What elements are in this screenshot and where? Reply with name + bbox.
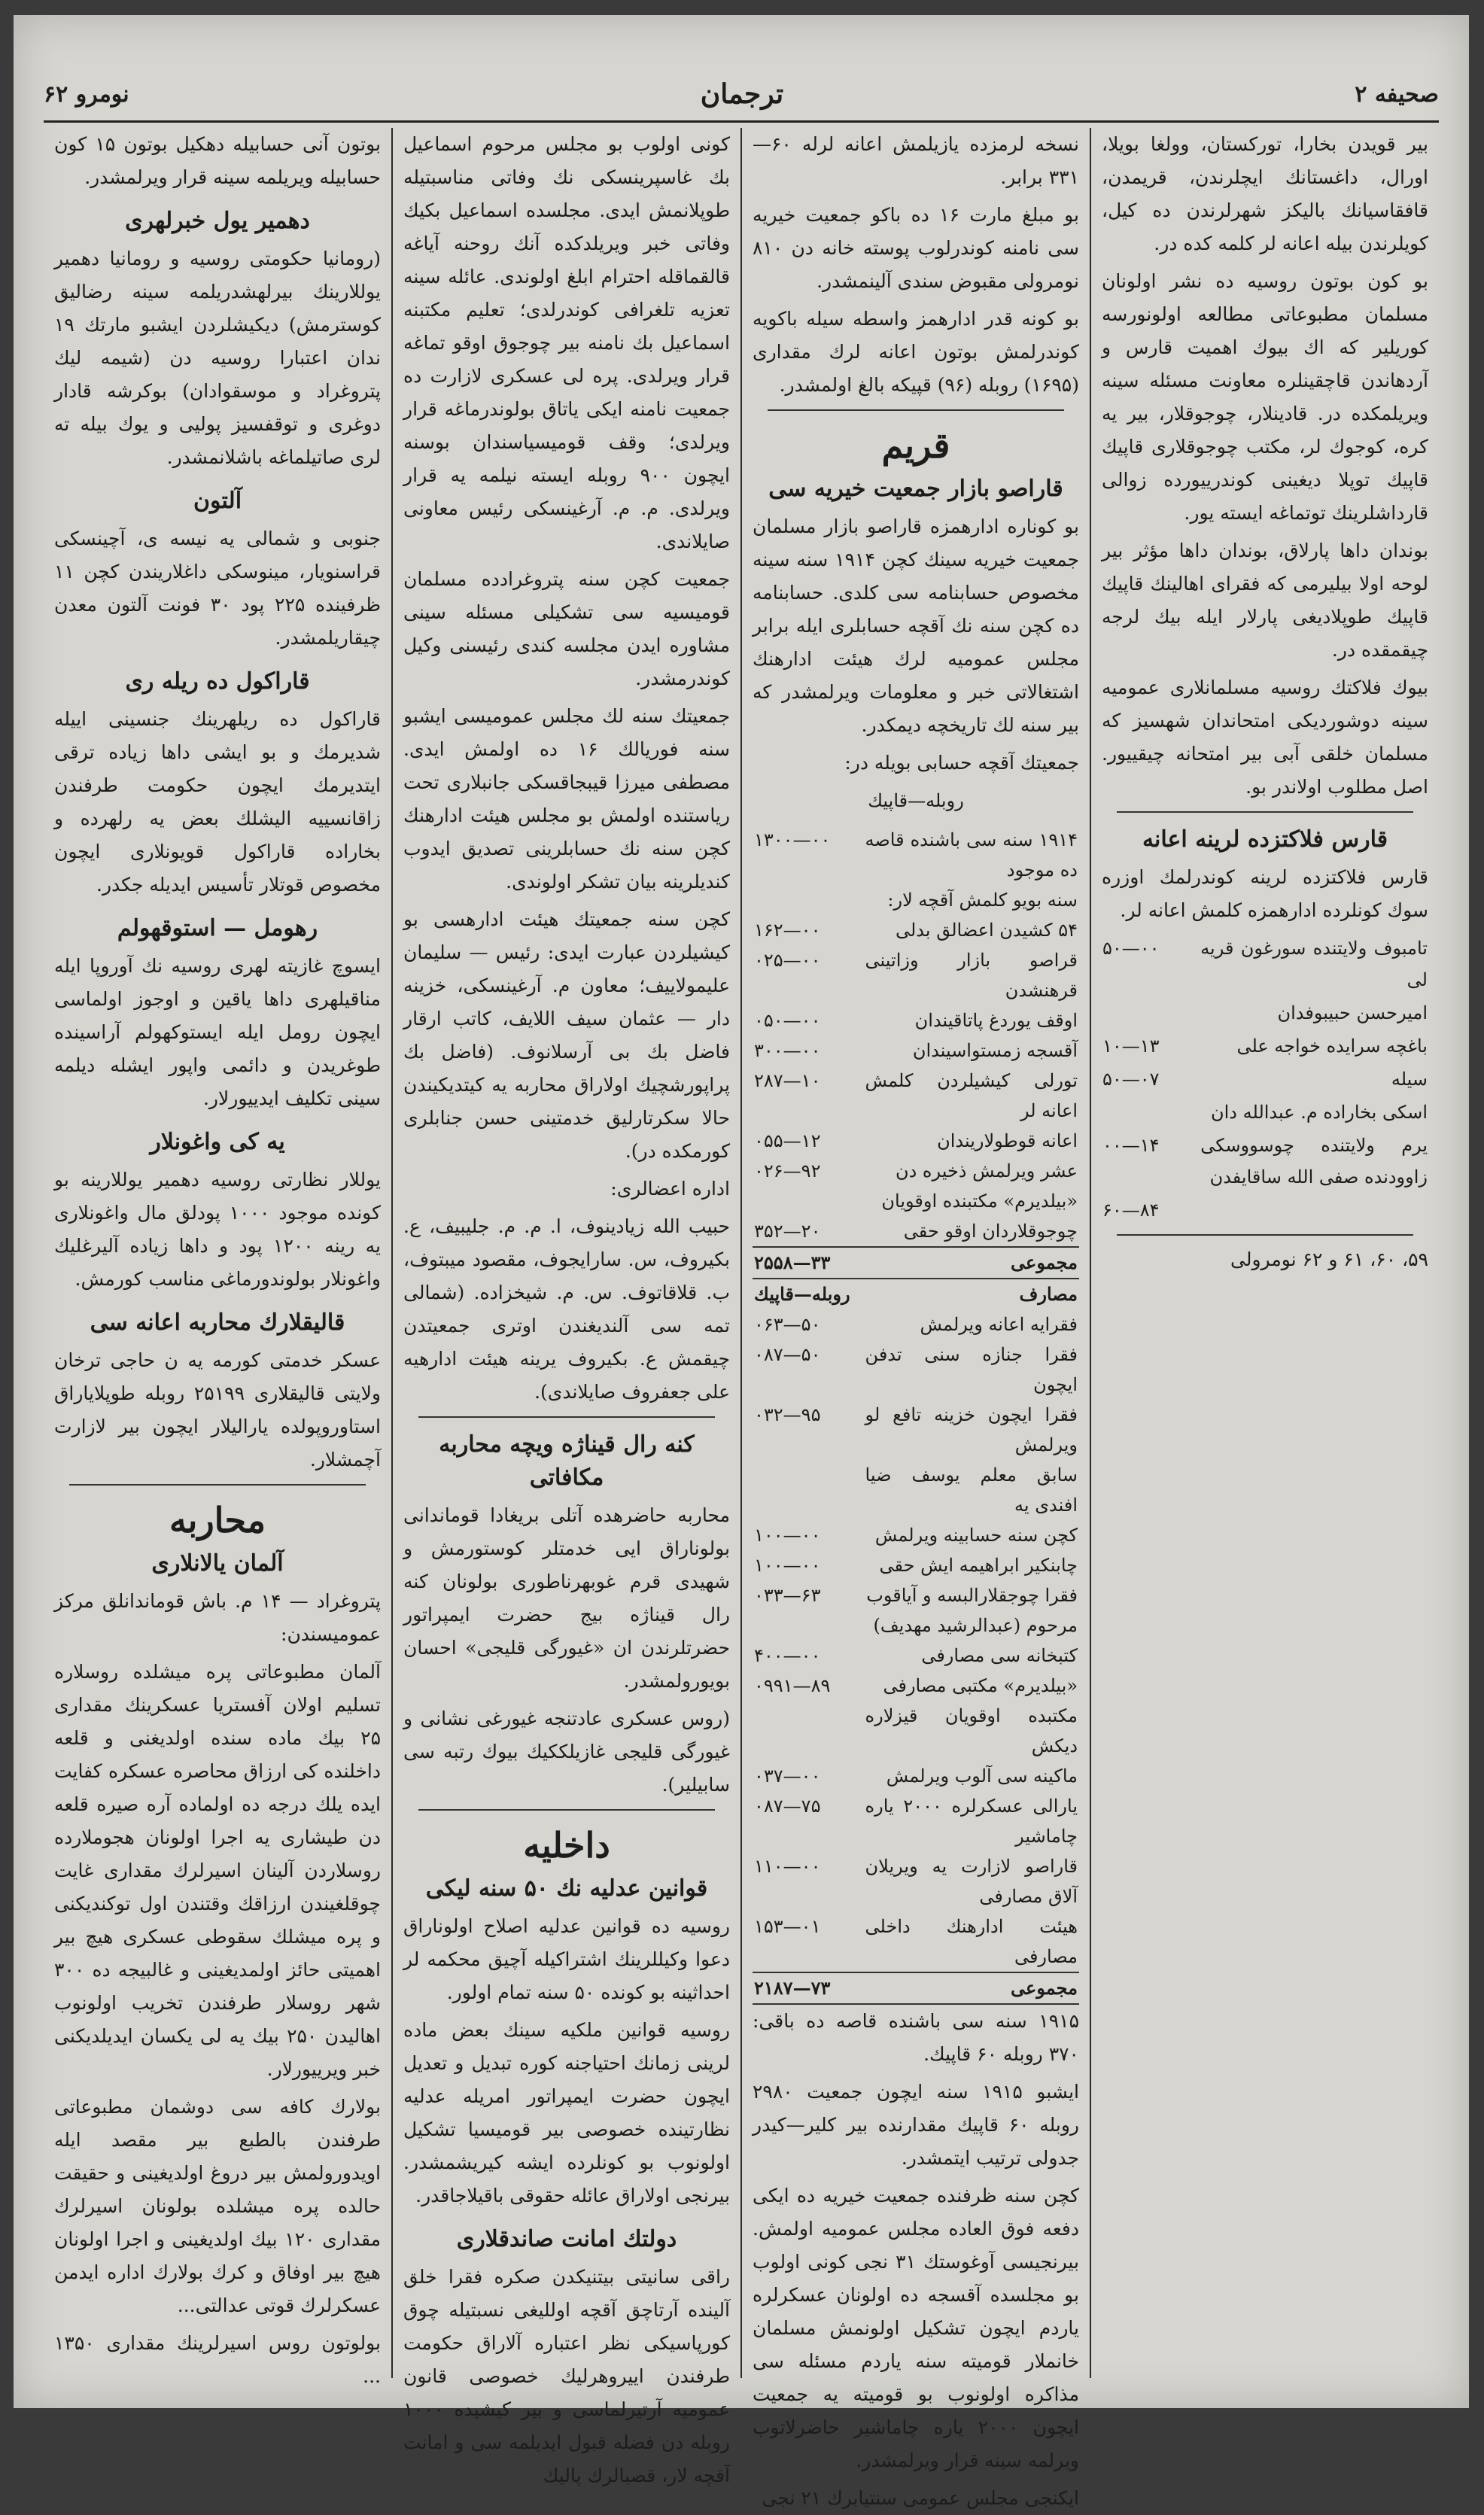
donor-name bbox=[1200, 1194, 1428, 1227]
ledger-label: اوقف یوردغ پاتاقیندان bbox=[914, 1010, 1078, 1031]
ledger-label: فقرا ایچون خزینه تافع لو ویرلمش bbox=[865, 1404, 1078, 1455]
col3-para: محاربه حاضرهده آتلی بریغادا قوماندانی بولوناراق ایی خدمتلر كوستورمش و شهیدی قرم غوبهرناطوری بولونان كنه رال قیناژه بیج حضرت ایمپراتور حضرتلرندن ان «غیورگی قلیجی» احسان بویورولمشدر. bbox=[403, 1504, 730, 1692]
crimea-section-heading: قریم bbox=[881, 425, 950, 466]
divider bbox=[418, 1416, 715, 1418]
expense-col-label: مصارف bbox=[1019, 1283, 1078, 1305]
ledger-amount: ۱۳۰۰—۰۰ bbox=[754, 829, 831, 850]
col1-para: بو كون بوتون روسیه ده نشر اولونان مسلمان مطبوعاتی مطالعه اولونورسه كوریلیر كه اك بیوك اهمیت قارس و آردهاندن قاچقینلره معاونت مسئله سینه ویریلمكده در. قادینلار، چوجوقلار، بیر یه كره، كوجوك لر، مكتب چوجوقلاری قاپیك قاپیك توپلا دیغینی كوندرییورده زوالی قارداشلرینك توتماغه ایسته یور. bbox=[1102, 270, 1428, 524]
col2-para: نسخه لرمزده یازیلمش اعانه لرله ۶۰—۳۳۱ برابر. bbox=[753, 133, 1079, 188]
ledger-row bbox=[753, 945, 1079, 1005]
column-4 bbox=[44, 128, 391, 2387]
ledger-label: فقرایه اعانه ویرلمش bbox=[920, 1314, 1078, 1335]
ledger-label: كچن سنه حسابینه ویرلمش bbox=[874, 1525, 1078, 1546]
divider bbox=[418, 1809, 715, 1811]
donation-row bbox=[1102, 1096, 1428, 1129]
ledger-label: «بیلدیرم» مكتبنده اوقویان bbox=[881, 1191, 1078, 1212]
ledger-label: فقرا چوجقلارالبسه و آیاقوب bbox=[866, 1585, 1078, 1606]
income-ledger bbox=[753, 825, 1079, 2005]
accounts-title: جمعیتك آقچه حسابی بویله در: bbox=[844, 752, 1079, 774]
donation-row bbox=[1102, 996, 1428, 1029]
ledger-amount bbox=[753, 1186, 864, 1216]
ledger-label: ۵۴ كشیدن اعضالق بدلی bbox=[895, 920, 1078, 941]
ledger-amount: ۱۰۰—۰۰ bbox=[754, 1555, 821, 1576]
donation-amount: ۵۰—۰۰ bbox=[1102, 938, 1160, 959]
total-amount: ۲۱۸۷—۷۳ bbox=[753, 1972, 864, 2004]
divider bbox=[1117, 811, 1413, 813]
ledger-amount: ۳۰۰—۰۰ bbox=[754, 1040, 821, 1061]
ledger-row bbox=[753, 1035, 1079, 1066]
expense-col-unit: روبله—قاپیك bbox=[754, 1283, 850, 1305]
ledger-row bbox=[753, 1671, 1079, 1701]
karakul-heading: قاراكول ده ریله ری bbox=[125, 668, 310, 695]
ledger-label: مكتبده اوقویان قیزلاره دیكش bbox=[865, 1705, 1078, 1756]
ledger-label: اعانه قوطولاریندان bbox=[937, 1130, 1078, 1151]
ledger-amount: ۰۶۳—۵۰ bbox=[754, 1314, 821, 1335]
column-1 bbox=[1090, 128, 1439, 2378]
ledger-amount bbox=[753, 1701, 864, 1761]
ledger-amount: ۰۸۷—۷۵ bbox=[754, 1796, 821, 1817]
ledger-row bbox=[753, 1216, 1079, 1247]
col4-para: یوللار نظارتی روسیه دهمیر یوللارینه بو كونده موجود ۱۰۰۰ پودلق مال واغونلاری یه رینه ۱۲۰۰ پود و داها زیاده آلیرغلیك واغونلار بولوندورماغی مناسب كورمش. bbox=[54, 1169, 381, 1290]
ledger-row bbox=[753, 1126, 1079, 1156]
donor-name: تامبوف ولایتنده سورغون قریه لی bbox=[1200, 938, 1428, 990]
ledger-amount bbox=[753, 1610, 864, 1641]
ledger-amount: ۰۳۲—۹۵ bbox=[754, 1404, 821, 1425]
ledger-row bbox=[753, 1309, 1079, 1340]
expense-header-row bbox=[753, 1279, 1079, 1309]
german-lies-heading: آلمان یالانلاری bbox=[151, 1550, 284, 1577]
donation-row bbox=[1102, 1063, 1428, 1096]
col3-para: راقی سانیتی بیتنیكدن صكره فقرا خلق آلینده آرتاچق آقچه اوللیغی نسبتیله چوق كورپاسیكی نظر اعتباره آلاراق حكومت طرفندن اییروهرلیك خصوصی قانون عمومیه آرتیرلماسی و بیر كیشیده ۱۰۰۰ روبله دن فضله قبول ایدیلمه سی و امانت آقچه لار، قصبالرك پالیك bbox=[403, 2266, 730, 2486]
ledger-amount: ۲۸۷—۱۰ bbox=[754, 1070, 821, 1091]
col3-para: (روس عسكری عادتنجه غیورغی نشانی و غیورگی قلیجی غازیلككیك بیوك رتبه سی سابیلیر). bbox=[403, 1708, 730, 1796]
column-3 bbox=[391, 128, 740, 2486]
ledger-row bbox=[753, 1580, 1079, 1610]
donation-row bbox=[1102, 1194, 1428, 1227]
society-intro: بو كوناره ادارهمزه قاراصو بازار مسلمان جمعیت خیریه سینك كچن ۱۹۱۴ سنه سینه مخصوص حسابنامه سی كلدی. حسابنامه ده كچن سنه نك آقچه حسابلری ایله برابر مجلس عمومیه لرك هیئت ادارهنك اشتغالاتی خبر و معلومات ویرلمشدر كه بیر سنه لك تاریخچه دیمكدر. bbox=[753, 515, 1079, 736]
ledger-row bbox=[753, 1340, 1079, 1400]
col1-para: بیر قویدن بخارا، توركستان، وولغا بویلا، اورال، داغستانك ایچلرندن، قریمدن، قافقاسیانك بالیكز شهرلرندن ده كیل، كویلرندن بیله اعانه لر كلمه كده در. bbox=[1102, 133, 1428, 254]
ledger-label: فقرا جنازه سنی تدفن ایچون bbox=[865, 1344, 1078, 1395]
ledger-label: چابنكیر ابراهیمه ایش حقی bbox=[879, 1555, 1078, 1576]
ledger-row bbox=[753, 1460, 1079, 1520]
col2-para: ۱۹۱۵ سنه سی باشنده قاصه ده باقی: ۳۷۰ روبله ۶۰ قاپیك. bbox=[753, 2010, 1079, 2065]
ledger-row bbox=[753, 825, 1079, 885]
donations-list bbox=[1102, 932, 1428, 1227]
ledger-label: مرحوم (عبدالرشید مهدیف) bbox=[873, 1615, 1078, 1636]
route-heading: رهومل — استوقهولم bbox=[117, 915, 318, 941]
ledger-row bbox=[753, 1400, 1079, 1460]
domestic-section-heading: داخلیه bbox=[523, 1825, 610, 1866]
ledger-amount bbox=[753, 1460, 864, 1520]
col3-para: روسیه قوانین ملكیه سینك بعض ماده لرینی زمانك احتیاجنه كوره تبدیل و تعدیل ایچون حضرت ایمپراتور امریله عدلیه نظارتینده خصوصی بیر قومیسیا تشكیل اولونوب بو كونلرده ایشه كیریشمشدر. بیرنجی اولاراق عائله حقوقی باقیلاجاقدر. bbox=[403, 2019, 730, 2206]
ledger-row bbox=[753, 1641, 1079, 1671]
divider bbox=[69, 1484, 366, 1486]
ledger-amount: ۱۶۲—۰۰ bbox=[754, 920, 821, 941]
ledger-label: ۱۹۱۴ سنه سی باشنده قاصه ده موجود bbox=[865, 829, 1078, 880]
issue-number: نومرو ۶۲ bbox=[44, 81, 129, 108]
kalmyk-donation-heading: قالیقلارك محاربه اعانه سی bbox=[90, 1309, 345, 1336]
columns bbox=[44, 128, 1439, 2509]
ledger-row bbox=[753, 1520, 1079, 1550]
ledger-row bbox=[753, 1186, 1079, 1216]
ledger-label: سنه بویو كلمش آقچه لار: bbox=[887, 890, 1078, 911]
donor-name: باغچه سرایده خواجه علی bbox=[1236, 1035, 1428, 1057]
ledger-row bbox=[753, 1701, 1079, 1761]
donation-row bbox=[1102, 1129, 1428, 1194]
ledger-row bbox=[753, 885, 1079, 915]
col4-para: جنوبی و شمالی یه نیسه ی، آچینسكی قراسنویار، مینوسكی داغلاریندن كچن ۱۱ ظرفینده ۲۲۵ پود ۳۰ فونت آلتون معدن چیقاریلمشدر. bbox=[54, 528, 381, 649]
ledger-amount bbox=[753, 885, 864, 915]
page-header bbox=[44, 68, 1439, 123]
ledger-row bbox=[753, 1610, 1079, 1641]
ledger-row bbox=[753, 1851, 1079, 1911]
donation-amount: ۵۰—۰۷ bbox=[1102, 1069, 1160, 1090]
donor-name: یرم ولایتنده چوسووسكی زاوودنده صفی الله ساقایفدن bbox=[1200, 1135, 1428, 1188]
divider bbox=[768, 409, 1064, 411]
ledger-row bbox=[753, 1550, 1079, 1580]
ledger-label: آقسجه زمستواسیندان bbox=[912, 1040, 1078, 1061]
ledger-amount: ۰۲۶—۹۲ bbox=[754, 1160, 821, 1181]
issue-footer: ۵۹، ۶۰، ۶۱ و ۶۲ نومرولی bbox=[1230, 1248, 1428, 1270]
col4-para: بوتون آنی حسابیله دهكیل بوتون ۱۵ كون حسابیله ویریلمه سینه قرار ویرلمشدر. bbox=[54, 133, 382, 188]
income-total-row bbox=[753, 1247, 1079, 1279]
donation-amount bbox=[1102, 996, 1200, 1029]
col2-para: بو مبلغ مارت ۱۶ ده باكو جمعیت خیریه سی نامنه كوندرلوب پوسته خانه دن ۸۱۰ نومرولی مقبوض سندی آلینمشدر. bbox=[753, 204, 1080, 292]
donation-row bbox=[1102, 932, 1428, 996]
ledger-amount: ۰۲۵—۰۰ bbox=[754, 950, 821, 971]
ledger-label: ماكینه سی آلوب ویرلمش bbox=[886, 1765, 1078, 1787]
ledger-label: عشر ویرلمش ذخیره دن bbox=[895, 1160, 1078, 1181]
dateline: پتروغراد — ۱۴ م. باش قوماندانلق مركز عمومیسندن: bbox=[54, 1590, 381, 1645]
ledger-label: یارالی عسكرلره ۲۰۰۰ یاره چاماشیر bbox=[865, 1796, 1078, 1847]
donor-name: امیرحسن حبیبوفدان bbox=[1277, 1002, 1428, 1023]
col4-para: عسكر خدمتی كورمه یه ن حاجی ترخان ولایتی قالیقلاری ۲۵۱۹۹ روبله طوپلایاراق استاوروپولده یارالیلار ایچون بیر لازارت آچمشلار. bbox=[54, 1349, 381, 1470]
law-anniversary-heading: قوانین عدلیه نك ۵۰ سنه لیكی bbox=[425, 1875, 708, 1902]
col2-para: كچن سنه ظرفنده جمعیت خیریه ده ایكی دفعه فوق العاده مجلس عمومیه اولمش. بیرنجیسی آوغوستك ۳۱ نجی كونی اولوب بو مجلسده آقسجه ده اولونان عسكرلره یاردم ایچون تشكیل اولونمش مسلمان خانملار قومیته سنه یاردم مسئله سی مذاكره اولونوب بو قومیته یه جمعیت ایچون ۲۰۰۰ یاره چاماشیر حاضرلاتوب ویرلمه سینه قرار ویرلمشدر. bbox=[753, 2185, 1079, 2471]
war-award-heading: كنه رال قیناژه ویچه محاربه مكافاتی bbox=[439, 1431, 695, 1491]
ledger-amount: ۱۰۰—۰۰ bbox=[754, 1525, 821, 1546]
donation-amount: ۰۰—۱۴ bbox=[1102, 1135, 1160, 1156]
ledger-amount: ۰۹۹۱—۸۹ bbox=[754, 1675, 831, 1696]
col3-para: كونی اولوب بو مجلس مرحوم اسماعیل بك غاسپرینسكی نك وفاتی مناسبتیله طوپلانمش ایدی. مجلسده اسماعیل بكیك وفاتی خبر ویریلدكده آنك روحنه آیاغه قالقماقله احترام ابلغ اولوندی. عائله سینه تعزیه تلغرافی كوندرلدی؛ تعلیم مكتبنه اسماعیل بك نامنه بیر چوجوق اوقو تماغه قرار ویرلدی. پره لی عسكری لازارت ده جمعیت نامنه ایكی یاتاق بولوندرماغه قرار ویرلدی؛ وقف قومیسیاسندان بوسنه ایچون ۹۰۰ روبله ایسته نیلمه یه قرار ویرلدی. م. م. آرغینسكی رئیس معاونی صایلاندی. bbox=[403, 133, 731, 552]
donation-amount: ۶۰—۸۴ bbox=[1102, 1200, 1160, 1221]
col3-para: جمعیت كچن سنه پتروغرادده مسلمان قومیسیه سی تشكیلی مسئله سینی مشاوره ایدن مجلسه كندی رئیسنی وكیل كوندرمشدر. bbox=[403, 568, 730, 689]
col3-para: كچن سنه جمعیتك هیئت ادارهسی بو كیشیلردن عبارت ایدی: رئیس — سلیمان علیمولاییف؛ معاون م. آرغینسكی، خزینه دار — عثمان سیف اللایف، كاتب ارقار فاضل بك بی آرسلانوف. (فاضل بك پراپورشچیك اولاراق محاربه یه كیتدیكیندن حالا سكرتارلیق خدمتینی حسن جنابلری كورمكده در). bbox=[403, 908, 730, 1162]
col3-para: اداره اعضالری: bbox=[610, 1178, 730, 1200]
kars-relief-intro: قارس فلاكتزده لرینه كوندرلمك اوزره سوك كونلرده ادارهمزه كلمش اعانه لر. bbox=[1102, 866, 1428, 921]
ledger-amount: ۴۰۰—۰۰ bbox=[754, 1645, 821, 1666]
ledger-amount: ۰۵۰—۰۰ bbox=[754, 1010, 821, 1031]
col4-para: بولارك كافه سی دوشمان مطبوعاتی طرفندن بالطبع بیر مقصد ایله اویدورولمش بیر دروغ اولدیغینی و حقیقت حالده پره میشلده بولونان اسیرلرك مقداری ۱۲۰ بیك اولدیغینی و اجرا اولونان هیچ بیر اوفاق و كرك بولارك اداره ایدمن عسكرلرك قوتی عدالتی... bbox=[54, 2096, 381, 2316]
society-heading: قاراصو بازار جمعیت خیریه سی bbox=[768, 476, 1063, 502]
donation-amount bbox=[1102, 1096, 1200, 1129]
col4-para: (رومانیا حكومتی روسیه و رومانیا دهمیر یوللارینك بیرلهشدریلمه سینه رضالیق كوسترمش) دیكیشلردن ایشبو مارتك ۱۹ ندان اعتبارا روسیه دن (شیمه لیك پتروغراد و موسقوادان) بوكرشه قادار دوغری و توقفسیز پولیی و یوك بیله ته لری صاتیلماغه باشلانمشدر. bbox=[54, 248, 381, 468]
expense-total-row bbox=[753, 1972, 1079, 2004]
ledger-amount: ۳۵۲—۲۰ bbox=[754, 1221, 821, 1242]
col1-para: بوندان داها پارلاق، بوندان داها مؤثر بیر لوحه اولا بیلیرمی كه فقرای اهالینك قاپیك قاپیك طوپلادیغی پارلار ایله بیك لرجه چیقمقده در. bbox=[1102, 540, 1428, 661]
col4-para: آلمان مطبوعاتی پره میشلده روسلاره تسلیم اولان آفستریا عسكرینك مقداری ۲۵ بیك ماده سنده اولدیغنی و قلعه داخلنده كی ارزاق محاصره عسكره كفایت ایده یلك درجه ده اولماده آره صیره قلعه دن طیشاری یه اجرا اولونان هجوملارده روسلاردن آلینان اسیرلرك مقداری غایت چوقلغیندن ارزاقك وقتندن اول توكندیكنی و پره میشلك سقوطی عسكری هیچ بیر اهمیتی حائز اولمدیغینی و غالبیجه ده ۳۰۰ شهر روسلار طرفندن تخریب اولونوب اهالیدن ۲۵۰ بیك یه لی یكسان ایدیلدیكنی خبر ویرییورلار. bbox=[54, 1661, 381, 2080]
ledger-row bbox=[753, 1761, 1079, 1791]
col4-para: ایسوچ غازیته لهری روسیه نك آوروپا ایله مناقیلهری داها یاقین و اوجوز اولماسی ایچون رومل ایله ایستوكهولم آراسینده طوغریدن و دائمی واپور ایشله دیلمه سینی تكلیف ایدییورلار. bbox=[54, 955, 381, 1109]
newspaper-page bbox=[14, 15, 1469, 2509]
ledger-amount: ۰۸۷—۵۰ bbox=[754, 1344, 821, 1365]
ledger-label: سابق معلم یوسف ضیا افندی یه bbox=[865, 1464, 1078, 1516]
donor-name: سیله bbox=[1391, 1069, 1428, 1090]
ledger-label: هیئت ادارهنك داخلی مصارفی bbox=[865, 1916, 1078, 1967]
total-label: مجموعی bbox=[864, 1247, 1079, 1279]
ledger-label: قراصو بازار وزاتینی قرهنشدن bbox=[865, 950, 1078, 1001]
col3-para: روسیه ده قوانین عدلیه اصلاح اولوناراق دعوا وكیللرینك اشتراكیله آچیق محكمه لر احداثینه بو كونده ۵۰ سنه تمام اولور. bbox=[403, 1915, 730, 2003]
col3-para: حبیب الله زیادینوف، ا. م. م. جلیبیف، ع. بكیروف، س. سارایجوف، مقصود میبتوف، ب. قلاقاتوف. س. م. شیخزاده. (شمالی تمه سی آلندیغندن اوتری جمعیتدن چیقمش ع. بكیروف یرینه هیئت ادارهیه علی جعفروف صایلاندی). bbox=[403, 1215, 730, 1403]
donation-amount: ۱۰—۱۳ bbox=[1102, 1035, 1160, 1057]
col3-para: جمعیتك سنه لك مجلس عمومیسی ایشبو سنه فوریالك ۱۶ ده اولمش ایدی. مصطفی میرزا قیبجاقسكی جانبلاری تحت ریاستنده اولمش بو مجلس هیئت ادارهنك كچن سنه نك حسابلرینی تصدیق ایدوب كندیلرینه بیان تشكر اولوندی. bbox=[403, 705, 730, 893]
gold-heading: آلتون bbox=[193, 488, 242, 514]
ledger-label: چوجوقلاردان اوقو حقی bbox=[903, 1221, 1078, 1242]
savings-bank-heading: دولتك امانت صاندقلاری bbox=[456, 2226, 677, 2252]
unit-header: روبله—قاپیك bbox=[868, 790, 964, 811]
divider bbox=[1117, 1234, 1413, 1236]
railway-news-heading: دهمیر یول خبرلهری bbox=[125, 208, 310, 234]
col1-para: بیوك فلاكتك روسیه مسلمانلاری عمومیه سینه دوشوردیكی امتحاندان شهسیز كه مسلمان خلقی آبی بیر امتحانه چیقییور. اصل مطلوب اولاندر بو. bbox=[1102, 677, 1428, 798]
ledger-amount: ۰۳۷—۰۰ bbox=[754, 1765, 821, 1787]
ledger-amount: ۰۵۵—۱۲ bbox=[754, 1130, 821, 1151]
donation-row bbox=[1102, 1029, 1428, 1063]
ledger-row bbox=[753, 1911, 1079, 1972]
ledger-label: قاراصو لازارت یه ویریلان آلاق مصارفی bbox=[865, 1856, 1078, 1907]
ledger-amount: ۱۵۳—۰۱ bbox=[754, 1916, 821, 1937]
ledger-row bbox=[753, 915, 1079, 945]
ledger-amount: ۱۱۰—۰۰ bbox=[754, 1856, 821, 1877]
ledger-label: تورلی كیشیلردن كلمش اعانه لر bbox=[865, 1070, 1078, 1121]
col4-para: قاراكول ده ریلهرینك جنسینی اییله شدیرمك و بو ایشی داها زیاده ترقی ایتدیرمك ایچون حكومت طرفندن زاقانسییه الیشلك بعض یه رلهرده و بخاراده قاراكول قویونلاری ایچون مخصوص قوتلار تأسیس ایدیله جكدر. bbox=[54, 708, 381, 896]
donor-name: اسكی بخاراده م. عبدالله دان bbox=[1211, 1102, 1428, 1123]
war-section-heading: محاربه bbox=[169, 1500, 266, 1540]
kars-relief-heading: قارس فلاكتزده لرینه اعانه bbox=[1142, 826, 1388, 853]
masthead-title: ترجمان bbox=[700, 78, 784, 110]
wagons-heading: یه كی واغونلار bbox=[150, 1129, 285, 1155]
ledger-label: «بیلدیرم» مكتبی مصارفی bbox=[883, 1675, 1078, 1696]
ledger-amount: ۰۳۳—۶۳ bbox=[754, 1585, 821, 1606]
ledger-row bbox=[753, 1005, 1079, 1035]
total-amount: ۲۵۵۸—۳۳ bbox=[753, 1247, 864, 1279]
page-number: صحیفه ۲ bbox=[1355, 81, 1439, 108]
ledger-row bbox=[753, 1791, 1079, 1851]
col4-para: بولوتون روس اسیرلرینك مقداری ۱۳۵۰ ... bbox=[54, 2332, 381, 2387]
ledger-label: كتبخانه سی مصارفی bbox=[921, 1645, 1078, 1666]
ledger-row bbox=[753, 1066, 1079, 1126]
column-2 bbox=[740, 128, 1090, 2509]
col2-para: ایكنجی مجلس عمومی سنتیابرك ۲۱ نجی bbox=[762, 2487, 1079, 2509]
total-label: مجموعی bbox=[864, 1972, 1079, 2004]
col2-para: بو كونه قدر ادارهمز واسطه سیله باكویه كوندرلمش بوتون اعانه لرك مقداری (۱۶۹۵) روبله (۹۶) قپیكه بالغ اولمشدر. bbox=[753, 308, 1079, 396]
col2-para: ایشبو ۱۹۱۵ سنه ایچون جمعیت ۲۹۸۰ روبله ۶۰ قاپیك مقدارنده بیر كلیر—كیدر جدولی ترتیب ایتمشدر. bbox=[753, 2081, 1079, 2169]
ledger-row bbox=[753, 1156, 1079, 1186]
